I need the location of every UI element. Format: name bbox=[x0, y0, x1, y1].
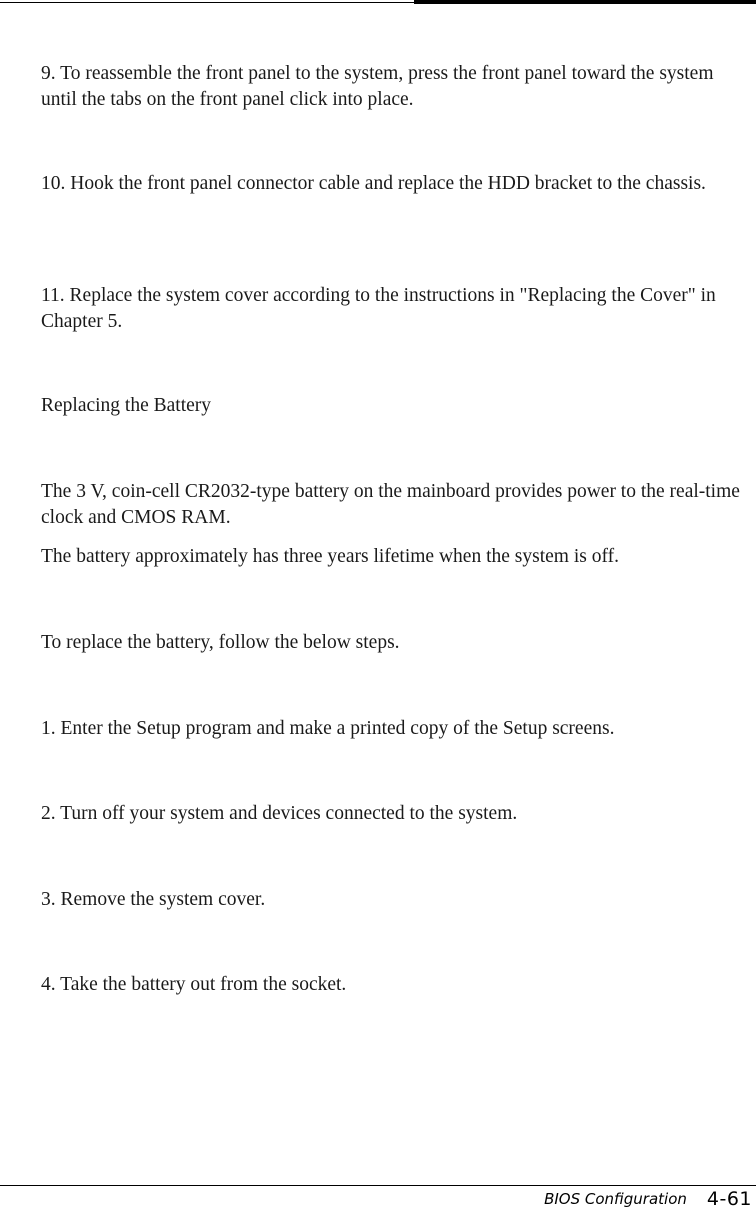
step-11-paragraph: 11. Replace the system cover according to the instructions in "Replacing the Cover" in Chapter 5. bbox=[41, 285, 716, 332]
section-heading: Replacing the Battery bbox=[41, 395, 212, 416]
footer-section-title: BIOS Configuration bbox=[544, 1190, 687, 1208]
battery-description-paragraph: The 3 V, coin-cell CR2032-type battery on the mainboard provides power to the real-time clock and CMOS RAM. bbox=[41, 481, 740, 528]
page-number: 4-61 bbox=[706, 1188, 752, 1210]
header-rule-thin bbox=[0, 2, 414, 3]
battery-step-4: 4. Take the battery out from the socket. bbox=[41, 974, 347, 995]
battery-step-3: 3. Remove the system cover. bbox=[41, 889, 266, 910]
battery-lifetime-paragraph: The battery approximately has three years lifetime when the system is off. bbox=[41, 546, 619, 567]
step-10-paragraph: 10. Hook the front panel connector cable and replace the HDD bracket to the chassis. bbox=[41, 173, 706, 194]
replace-intro-paragraph: To replace the battery, follow the below steps. bbox=[41, 632, 400, 653]
page-footer bbox=[544, 1186, 752, 1212]
battery-step-2: 2. Turn off your system and devices connected to the system. bbox=[41, 803, 518, 824]
step-9-paragraph: 9. To reassemble the front panel to the system, press the front panel toward the system until the tabs on the front panel click into place. bbox=[41, 63, 714, 110]
header-rule-thick bbox=[414, 0, 756, 4]
battery-step-1: 1. Enter the Setup program and make a printed copy of the Setup screens. bbox=[41, 718, 615, 739]
